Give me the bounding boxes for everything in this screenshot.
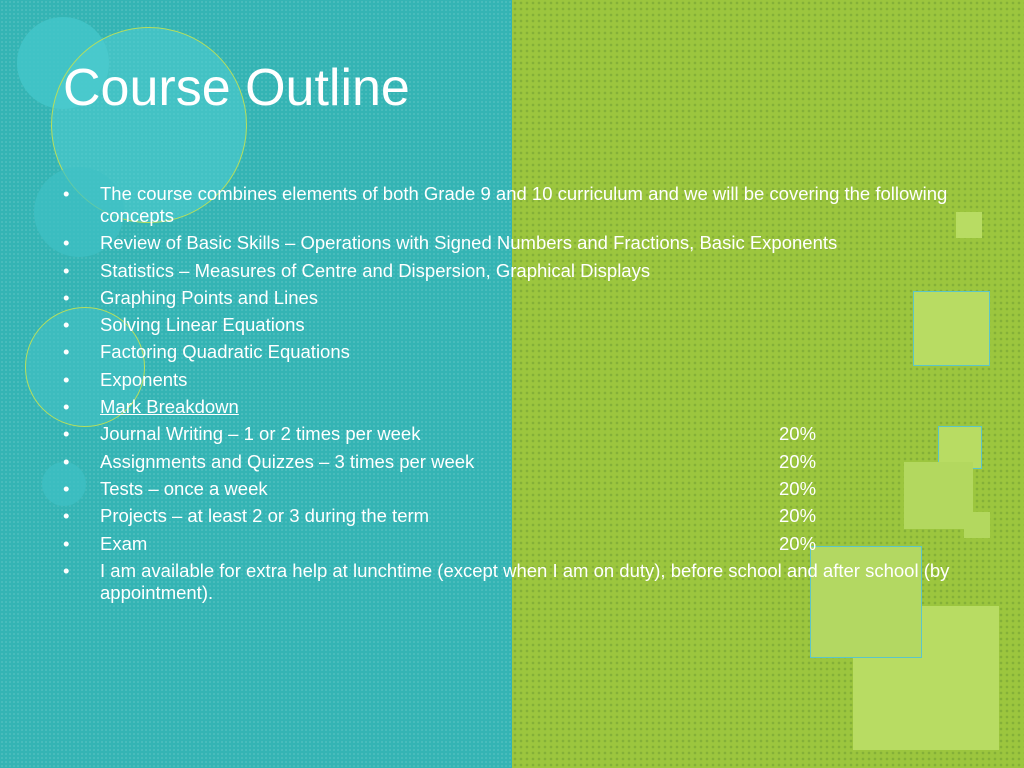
list-item-text: Journal Writing – 1 or 2 times per week bbox=[100, 423, 421, 445]
list-item-text: Exponents bbox=[100, 368, 188, 390]
list-item bbox=[62, 183, 962, 227]
weight-percent: 20% bbox=[779, 532, 817, 554]
bullet-icon: • bbox=[63, 450, 70, 472]
list-item-text: Exam bbox=[100, 532, 148, 554]
decorative-square bbox=[964, 512, 990, 538]
bullet-icon: • bbox=[63, 559, 70, 581]
list-item bbox=[62, 341, 962, 363]
list-item bbox=[62, 396, 962, 418]
list-item bbox=[62, 423, 962, 445]
mark-breakdown-link[interactable]: Mark Breakdown bbox=[100, 396, 239, 418]
bullet-icon: • bbox=[63, 232, 70, 254]
list-item bbox=[62, 478, 962, 500]
slide-title: Course Outline bbox=[63, 59, 410, 117]
bullet-icon: • bbox=[63, 477, 70, 499]
list-item-text: Solving Linear Equations bbox=[100, 314, 305, 336]
weight-percent: 20% bbox=[779, 450, 817, 472]
bullet-icon: • bbox=[63, 396, 70, 418]
list-item bbox=[62, 505, 962, 527]
list-item-text: Graphing Points and Lines bbox=[100, 286, 319, 308]
bullet-list bbox=[62, 183, 962, 609]
bullet-icon: • bbox=[63, 368, 70, 390]
bullet-icon: • bbox=[63, 341, 70, 363]
list-item bbox=[62, 232, 962, 254]
bullet-icon: • bbox=[63, 286, 70, 308]
weight-percent: 20% bbox=[779, 505, 817, 527]
list-item-text: Tests – once a week bbox=[100, 477, 268, 499]
list-item bbox=[62, 560, 962, 604]
list-item-text: I am available for extra help at lunchtime (except when I am on duty), before school and after school (by appointment). bbox=[100, 559, 950, 603]
list-item-text: Assignments and Quizzes – 3 times per week bbox=[100, 450, 475, 472]
bullet-icon: • bbox=[63, 259, 70, 281]
list-item-text: Factoring Quadratic Equations bbox=[100, 341, 350, 363]
bullet-icon: • bbox=[63, 532, 70, 554]
list-item bbox=[62, 533, 962, 555]
list-item bbox=[62, 369, 962, 391]
list-item bbox=[62, 314, 962, 336]
list-item-text: Statistics – Measures of Centre and Dispersion, Graphical Displays bbox=[100, 259, 651, 281]
bullet-icon: • bbox=[63, 314, 70, 336]
list-item bbox=[62, 451, 962, 473]
list-item bbox=[62, 260, 962, 282]
list-item bbox=[62, 287, 962, 309]
weight-percent: 20% bbox=[779, 423, 817, 445]
list-item-text: Review of Basic Skills – Operations with Signed Numbers and Fractions, Basic Exponents bbox=[100, 232, 838, 254]
weight-percent: 20% bbox=[779, 477, 817, 499]
bullet-icon: • bbox=[63, 423, 70, 445]
bullet-icon: • bbox=[63, 183, 70, 204]
list-item-text: The course combines elements of both Grade 9 and 10 curriculum and we will be covering the following concepts bbox=[100, 183, 948, 226]
bullet-icon: • bbox=[63, 505, 70, 527]
list-item-text: Projects – at least 2 or 3 during the term bbox=[100, 505, 430, 527]
